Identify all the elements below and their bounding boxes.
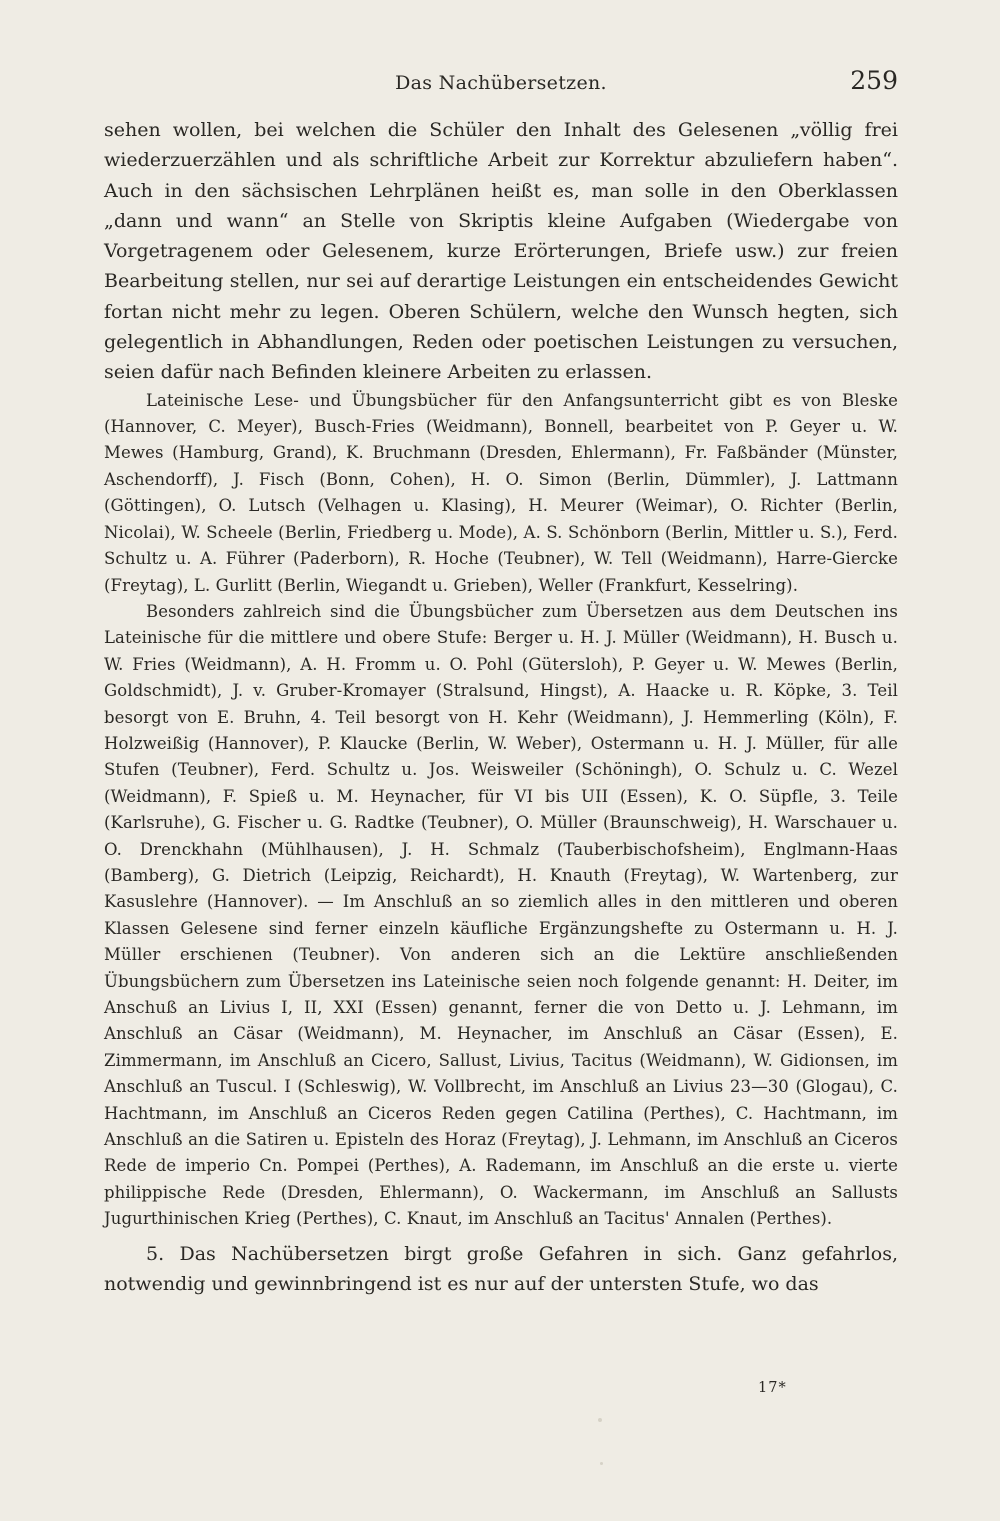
page-number: 259 [850, 66, 898, 95]
paragraph-continuation: sehen wollen, bei welchen die Schüler den Inhalt des Gelesenen „völlig frei wiederzuerzählen und als schriftliche Arbeit zur Korrektur abzuliefern haben“. Auch in den sächsischen Lehrplänen heißt es, man solle in den Oberklassen „dann und wann“ an Stelle von Skriptis kleine Aufgaben (Wiedergabe von Vorgetragenem oder Gelesenem, kurze Erörterungen, Briefe usw.) zur freien Bearbeitung stellen, nur sei auf derartige Leistungen ein entscheidendes Gewicht fortan nicht mehr zu legen. Oberen Schülern, welche den Wunsch hegten, sich gelegentlich in Abhandlungen, Reden oder poetischen Leistungen zu versuchen, seien dafür nach Befinden kleinere Arbeiten zu erlassen. [104, 119, 898, 384]
signature-mark: 17* [758, 1380, 787, 1396]
running-head: Das Nachübersetzen. [395, 72, 607, 94]
paragraph-section-5: 5. Das Nachübersetzen birgt große Gefahren in sich. Ganz gefahrlos, notwendig und gewinnbringend ist es nur auf der untersten Stufe, wo das [104, 1242, 898, 1295]
page-header [104, 66, 898, 106]
paper-speck [600, 1462, 603, 1465]
body-text [104, 115, 898, 1299]
paragraph-uebungsbuecher: Besonders zahlreich sind die Übungsbücher zum Übersetzen aus dem Deutschen ins Lateinische für die mittlere und obere Stufe: Berger u. H. J. Müller (Weidmann), H. Busch u. W. Fries (Weidmann), A. H. Fromm u. O. Pohl (Gütersloh), P. Geyer u. W. Mewes (Berlin, Goldschmidt), J. v. Gruber-Kromayer (Stralsund, Hingst), A. Haacke u. R. Köpke, 3. Teil besorgt von E. Bruhn, 4. Teil besorgt von H. Kehr (Weidmann), J. Hemmerling (Köln), F. Holzweißig (Hannover), P. Klaucke (Berlin, W. Weber), Ostermann u. H. J. Müller, für alle Stufen (Teubner), Ferd. Schultz u. Jos. Weisweiler (Schöningh), O. Schulz u. C. Wezel (Weidmann), F. Spieß u. M. Heynacher, für VI bis UII (Essen), K. O. Süpfle, 3. Teile (Karlsruhe), G. Fischer u. G. Radtke (Teubner), O. Müller (Braunschweig), H. Warschauer u. O. Drenckhahn (Mühlhausen), J. H. Schmalz (Tauberbischofsheim), Englmann-Haas (Bamberg), G. Dietrich (Leipzig, Reichardt), H. Knauth (Freytag), W. Wartenberg, zur Kasuslehre (Hannover). — Im Anschluß an so ziemlich alles in den mittleren und oberen Klassen Gelesene sind ferner einzeln käufliche Ergänzungshefte zu Ostermann u. H. J. Müller erschienen (Teubner). Von anderen sich an die Lektüre anschließenden Übungsbüchern zum Übersetzen ins Lateinische seien noch folgende genannt: H. Deiter, im Anschuß an Livius I, II, XXI (Essen) genannt, ferner die von Detto u. J. Lehmann, im Anschluß an Cäsar (Weidmann), M. Heynacher, im Anschluß an Cäsar (Essen), E. Zimmermann, im Anschluß an Cicero, Sallust, Livius, Tacitus (Weidmann), W. Gidionsen, im Anschluß an Tuscul. I (Schleswig), W. Vollbrecht, im Anschluß an Livius 23—30 (Glogau), C. Hachtmann, im Anschluß an Ciceros Reden gegen Catilina (Perthes), C. Hachtmann, im Anschluß an die Satiren u. Episteln des Horaz (Freytag), J. Lehmann, im Anschluß an Ciceros Rede de imperio Cn. Pompei (Perthes), A. Rademann, im Anschluß an die erste u. vierte philippische Rede (Dresden, Ehlermann), O. Wackermann, im Anschluß an Sallusts Jugurthinischen Krieg (Perthes), C. Knaut, im Anschluß an Tacitus' Annalen (Perthes). [104, 601, 898, 1229]
paper-speck [598, 1418, 602, 1422]
paragraph-lesebuecher: Lateinische Lese- und Übungsbücher für den Anfangsunterricht gibt es von Bleske (Hannover, C. Meyer), Busch-Fries (Weidmann), Bonnell, bearbeitet von P. Geyer u. W. Mewes (Hamburg, Grand), K. Bruchmann (Dresden, Ehlermann), Fr. Faßbänder (Münster, Aschendorff), J. Fisch (Bonn, Cohen), H. O. Simon (Berlin, Dümmler), J. Lattmann (Göttingen), O. Lutsch (Velhagen u. Klasing), H. Meurer (Weimar), O. Richter (Berlin, Nicolai), W. Scheele (Berlin, Friedberg u. Mode), A. S. Schönborn (Berlin, Mittler u. S.), Ferd. Schultz u. A. Führer (Paderborn), R. Hoche (Teubner), W. Tell (Weidmann), Harre-Giercke (Freytag), L. Gurlitt (Berlin, Wiegandt u. Grieben), Weller (Frankfurt, Kesselring). [104, 390, 898, 595]
